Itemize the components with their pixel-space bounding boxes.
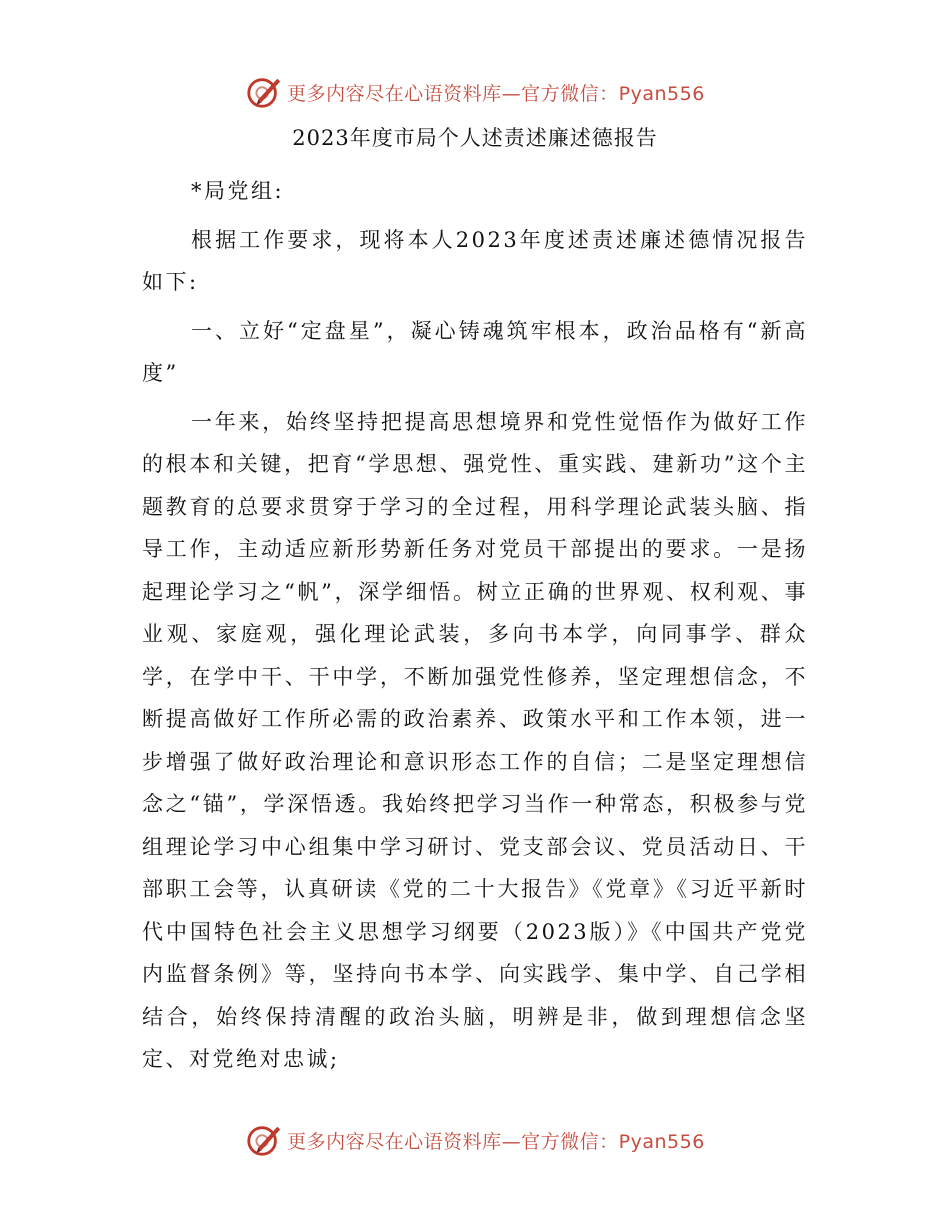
salutation: *局党组: bbox=[191, 179, 285, 203]
pen-logo-icon bbox=[245, 73, 283, 111]
pen-logo-icon bbox=[245, 1121, 283, 1159]
section-heading: 一、立好“定盘星”，凝心铸魂筑牢根本，政治品格有“新高度” bbox=[142, 318, 808, 385]
watermark-text: 更多内容尽在心语资料库—官方微信：Pyan556 bbox=[287, 1130, 705, 1153]
document-title: 2023年度市局个人述责述廉述德报告 bbox=[292, 126, 658, 150]
intro-paragraph: 根据工作要求，现将本人2023年度述责述廉述德情况报告如下: bbox=[142, 227, 808, 294]
watermark-text: 更多内容尽在心语资料库—官方微信：Pyan556 bbox=[287, 82, 705, 105]
body-paragraph: 一年来，始终坚持把提高思想境界和党性觉悟作为做好工作的根本和关键，把育“学思想、强党性、重实践、建新功”这个主题教育的总要求贯穿于学习的全过程，用科学理论武装头脑、指导工作，主动适应新形势新任务对党员干部提出的要求。一是扬起理论学习之“帆”，深学细悟。树立正确的世界观、权利观、事业观、家庭观，强化理论武装，多向书本学，向同事学、群众学，在学中干、干中学，不断加强党性修养，坚定理想信念，不断提高做好工作所必需的政治素养、政策水平和工作本领，进一步增强了做好政治理论和意识形态工作的自信；二是坚定理想信念之“锚”，学深悟透。我始终把学习当作一种常态，积极参与党组理论学习中心组集中学习研讨、党支部会议、党员活动日、干部职工会等，认真研读《党的二十大报告》《党章》《习近平新时代中国特色社会主义思想学习纲要（2023版）》《中国共产党党内监督条例》等，坚持向书本学、向实践学、集中学、自己学相结合，始终保持清醒的政治头脑，明辨是非，做到理想信念坚定、对党绝对忠诚; bbox=[142, 409, 808, 1071]
watermark-bottom bbox=[0, 1120, 950, 1160]
document-body bbox=[142, 170, 808, 1081]
watermark-top bbox=[0, 72, 950, 112]
